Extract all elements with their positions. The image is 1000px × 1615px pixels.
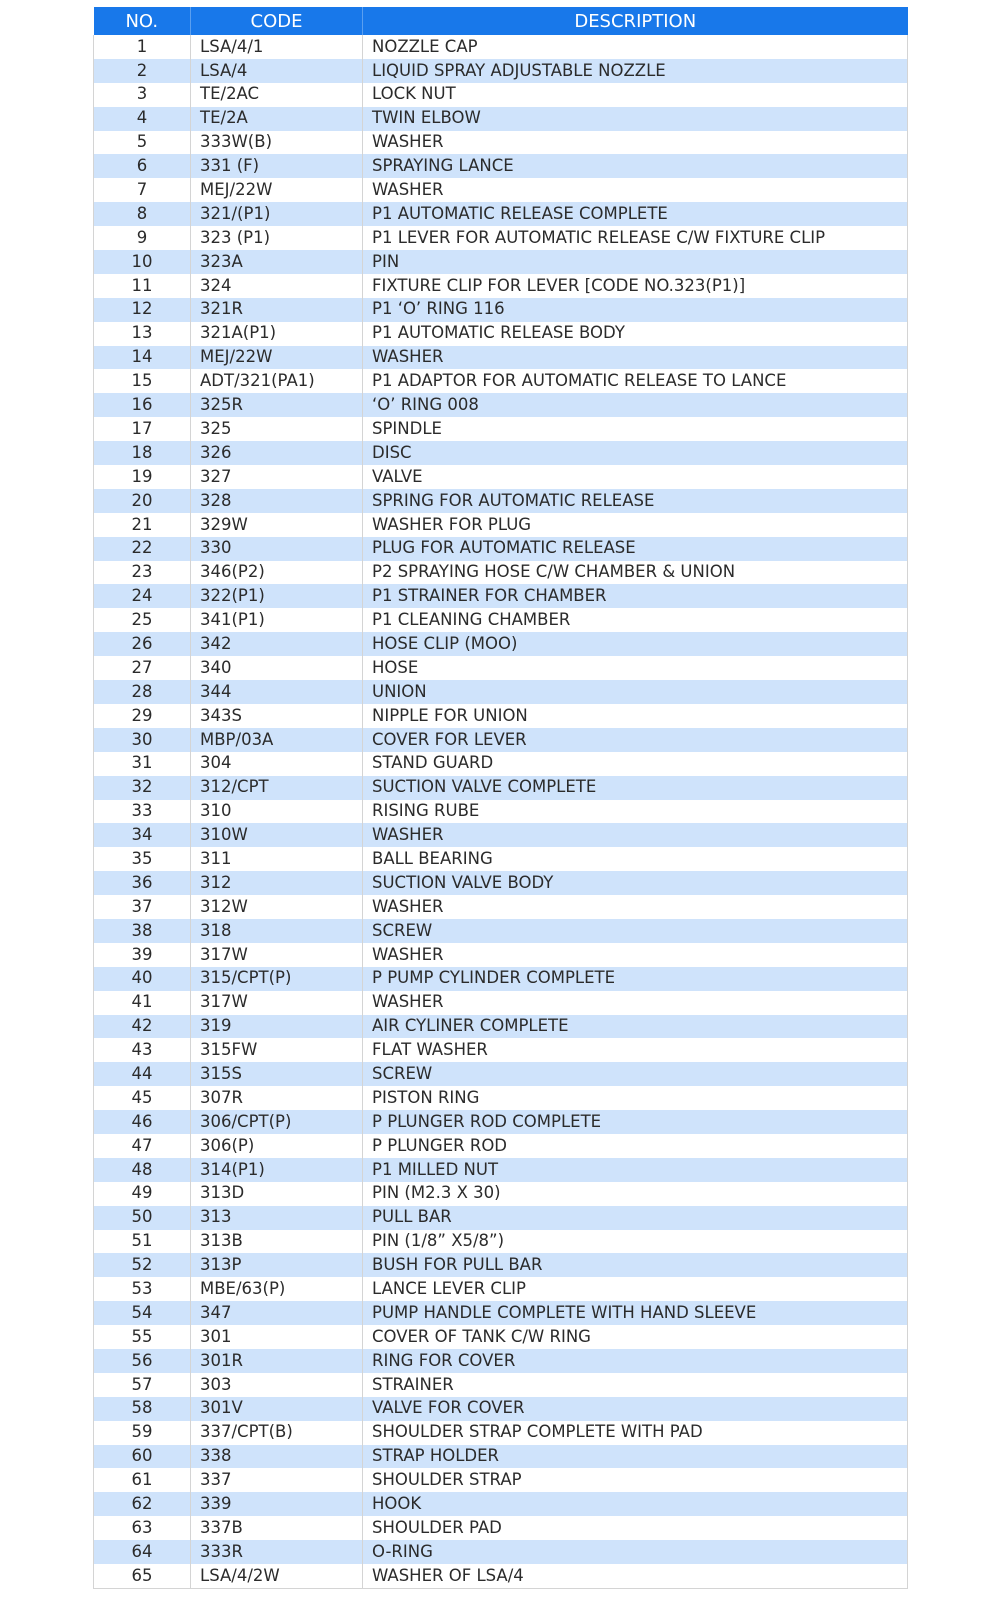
cell-code: 321/(P1) [191, 202, 363, 226]
cell-code: 333R [191, 1540, 363, 1564]
table-row [94, 895, 908, 919]
cell-code: 343S [191, 704, 363, 728]
cell-no: 16 [94, 393, 191, 417]
cell-code: 312 [191, 871, 363, 895]
cell-no: 10 [94, 250, 191, 274]
cell-no: 12 [94, 298, 191, 322]
table-row [94, 1540, 908, 1564]
cell-no: 41 [94, 991, 191, 1015]
cell-desc: PIN (M2.3 X 30) [363, 1182, 908, 1206]
table-row [94, 776, 908, 800]
cell-no: 14 [94, 346, 191, 370]
table-row [94, 1015, 908, 1039]
cell-no: 52 [94, 1253, 191, 1277]
cell-desc: TWIN ELBOW [363, 107, 908, 131]
cell-code: 315S [191, 1062, 363, 1086]
cell-code: 313D [191, 1182, 363, 1206]
cell-desc: P1 STRAINER FOR CHAMBER [363, 584, 908, 608]
cell-desc: O-RING [363, 1540, 908, 1564]
table-row [94, 107, 908, 131]
cell-no: 65 [94, 1564, 191, 1588]
cell-desc: HOOK [363, 1492, 908, 1516]
table-row [94, 1277, 908, 1301]
table-row [94, 1397, 908, 1421]
table-row [94, 489, 908, 513]
cell-desc: SHOULDER PAD [363, 1516, 908, 1540]
table-row [94, 131, 908, 155]
cell-no: 26 [94, 632, 191, 656]
cell-no: 4 [94, 107, 191, 131]
cell-code: 325R [191, 393, 363, 417]
cell-desc: STRAP HOLDER [363, 1445, 908, 1469]
cell-no: 36 [94, 871, 191, 895]
table-row [94, 1134, 908, 1158]
cell-code: 301V [191, 1397, 363, 1421]
table-row [94, 202, 908, 226]
table-row [94, 1158, 908, 1182]
table-row [94, 680, 908, 704]
table-row [94, 178, 908, 202]
cell-desc: PULL BAR [363, 1206, 908, 1230]
table-row [94, 1373, 908, 1397]
cell-no: 11 [94, 274, 191, 298]
table-row [94, 1301, 908, 1325]
cell-code: 306(P) [191, 1134, 363, 1158]
cell-desc: LANCE LEVER CLIP [363, 1277, 908, 1301]
cell-no: 29 [94, 704, 191, 728]
cell-code: 337/CPT(B) [191, 1421, 363, 1445]
cell-no: 27 [94, 656, 191, 680]
cell-desc: NOZZLE CAP [363, 35, 908, 59]
cell-code: 312W [191, 895, 363, 919]
cell-desc: RING FOR COVER [363, 1349, 908, 1373]
cell-desc: PIN (1/8” X5/8”) [363, 1230, 908, 1254]
cell-code: 301R [191, 1349, 363, 1373]
cell-no: 7 [94, 178, 191, 202]
cell-desc: WASHER [363, 991, 908, 1015]
cell-no: 49 [94, 1182, 191, 1206]
cell-code: LSA/4/2W [191, 1564, 363, 1588]
cell-no: 62 [94, 1492, 191, 1516]
cell-code: 339 [191, 1492, 363, 1516]
table-row [94, 752, 908, 776]
cell-code: 307R [191, 1086, 363, 1110]
cell-code: 317W [191, 943, 363, 967]
table-row [94, 513, 908, 537]
cell-desc: SHOULDER STRAP COMPLETE WITH PAD [363, 1421, 908, 1445]
cell-desc: P PLUNGER ROD [363, 1134, 908, 1158]
cell-no: 17 [94, 417, 191, 441]
cell-no: 37 [94, 895, 191, 919]
cell-desc: PLUG FOR AUTOMATIC RELEASE [363, 537, 908, 561]
cell-no: 63 [94, 1516, 191, 1540]
cell-desc: NIPPLE FOR UNION [363, 704, 908, 728]
table-row [94, 1062, 908, 1086]
cell-code: 301 [191, 1325, 363, 1349]
cell-no: 54 [94, 1301, 191, 1325]
cell-no: 23 [94, 561, 191, 585]
cell-desc: UNION [363, 680, 908, 704]
table-row [94, 1253, 908, 1277]
cell-no: 60 [94, 1445, 191, 1469]
cell-code: 328 [191, 489, 363, 513]
cell-desc: SCREW [363, 919, 908, 943]
table-row [94, 967, 908, 991]
cell-desc: BALL BEARING [363, 847, 908, 871]
table-row [94, 154, 908, 178]
cell-code: ADT/321(PA1) [191, 369, 363, 393]
cell-desc: P2 SPRAYING HOSE C/W CHAMBER & UNION [363, 561, 908, 585]
table-row [94, 1110, 908, 1134]
cell-code: TE/2A [191, 107, 363, 131]
table-row [94, 393, 908, 417]
cell-no: 21 [94, 513, 191, 537]
cell-code: MEJ/22W [191, 346, 363, 370]
cell-desc: LOCK NUT [363, 83, 908, 107]
cell-no: 19 [94, 465, 191, 489]
table-row [94, 584, 908, 608]
cell-no: 28 [94, 680, 191, 704]
cell-no: 64 [94, 1540, 191, 1564]
cell-code: 314(P1) [191, 1158, 363, 1182]
cell-desc: COVER OF TANK C/W RING [363, 1325, 908, 1349]
cell-no: 22 [94, 537, 191, 561]
cell-code: 315FW [191, 1038, 363, 1062]
cell-no: 58 [94, 1397, 191, 1421]
cell-desc: WASHER [363, 131, 908, 155]
cell-no: 43 [94, 1038, 191, 1062]
cell-code: LSA/4/1 [191, 35, 363, 59]
cell-code: 313B [191, 1230, 363, 1254]
cell-no: 42 [94, 1015, 191, 1039]
cell-desc: WASHER [363, 895, 908, 919]
cell-desc: SCREW [363, 1062, 908, 1086]
table-row [94, 919, 908, 943]
cell-code: 322(P1) [191, 584, 363, 608]
cell-desc: BUSH FOR PULL BAR [363, 1253, 908, 1277]
cell-desc: P PUMP CYLINDER COMPLETE [363, 967, 908, 991]
cell-desc: DISC [363, 441, 908, 465]
cell-no: 53 [94, 1277, 191, 1301]
table-row [94, 417, 908, 441]
cell-code: 337 [191, 1468, 363, 1492]
cell-desc: FLAT WASHER [363, 1038, 908, 1062]
cell-desc: ‘O’ RING 008 [363, 393, 908, 417]
cell-no: 56 [94, 1349, 191, 1373]
cell-desc: WASHER [363, 823, 908, 847]
table-row [94, 441, 908, 465]
cell-no: 40 [94, 967, 191, 991]
cell-desc: P1 AUTOMATIC RELEASE BODY [363, 322, 908, 346]
cell-code: 338 [191, 1445, 363, 1469]
cell-no: 38 [94, 919, 191, 943]
cell-no: 61 [94, 1468, 191, 1492]
cell-no: 20 [94, 489, 191, 513]
table-row [94, 465, 908, 489]
cell-desc: LIQUID SPRAY ADJUSTABLE NOZZLE [363, 59, 908, 83]
cell-code: 306/CPT(P) [191, 1110, 363, 1134]
column-header-no: NO. [94, 7, 191, 35]
cell-code: 325 [191, 417, 363, 441]
cell-no: 9 [94, 226, 191, 250]
table-row [94, 369, 908, 393]
cell-desc: SUCTION VALVE BODY [363, 871, 908, 895]
cell-desc: WASHER [363, 178, 908, 202]
table-row [94, 298, 908, 322]
cell-code: 323 (P1) [191, 226, 363, 250]
cell-desc: WASHER [363, 346, 908, 370]
cell-no: 39 [94, 943, 191, 967]
cell-no: 2 [94, 59, 191, 83]
cell-desc: PUMP HANDLE COMPLETE WITH HAND SLEEVE [363, 1301, 908, 1325]
cell-no: 45 [94, 1086, 191, 1110]
cell-code: 344 [191, 680, 363, 704]
table-row [94, 83, 908, 107]
cell-code: 347 [191, 1301, 363, 1325]
cell-no: 57 [94, 1373, 191, 1397]
table-row [94, 1038, 908, 1062]
cell-code: 342 [191, 632, 363, 656]
cell-no: 6 [94, 154, 191, 178]
cell-code: 319 [191, 1015, 363, 1039]
cell-desc: STRAINER [363, 1373, 908, 1397]
cell-no: 55 [94, 1325, 191, 1349]
cell-desc: STAND GUARD [363, 752, 908, 776]
table-row [94, 871, 908, 895]
cell-desc: SUCTION VALVE COMPLETE [363, 776, 908, 800]
table-row [94, 656, 908, 680]
cell-code: MBP/03A [191, 728, 363, 752]
cell-code: 333W(B) [191, 131, 363, 155]
cell-no: 15 [94, 369, 191, 393]
cell-desc: VALVE [363, 465, 908, 489]
cell-code: 313P [191, 1253, 363, 1277]
table-row [94, 847, 908, 871]
cell-desc: WASHER OF LSA/4 [363, 1564, 908, 1588]
cell-no: 1 [94, 35, 191, 59]
cell-desc: WASHER FOR PLUG [363, 513, 908, 537]
table-row [94, 274, 908, 298]
cell-code: 317W [191, 991, 363, 1015]
table-row [94, 1182, 908, 1206]
cell-no: 5 [94, 131, 191, 155]
cell-code: 330 [191, 537, 363, 561]
table-row [94, 1468, 908, 1492]
column-header-code: CODE [191, 7, 363, 35]
table-row [94, 728, 908, 752]
cell-code: 315/CPT(P) [191, 967, 363, 991]
cell-code: 323A [191, 250, 363, 274]
cell-code: 311 [191, 847, 363, 871]
table-row [94, 59, 908, 83]
table-header [94, 7, 908, 35]
table-row [94, 800, 908, 824]
table-row [94, 346, 908, 370]
cell-no: 3 [94, 83, 191, 107]
cell-code: 304 [191, 752, 363, 776]
cell-desc: P1 CLEANING CHAMBER [363, 608, 908, 632]
table-row [94, 561, 908, 585]
table-row [94, 823, 908, 847]
table-row [94, 608, 908, 632]
cell-code: 337B [191, 1516, 363, 1540]
cell-no: 34 [94, 823, 191, 847]
cell-no: 31 [94, 752, 191, 776]
cell-desc: SHOULDER STRAP [363, 1468, 908, 1492]
cell-no: 13 [94, 322, 191, 346]
cell-desc: FIXTURE CLIP FOR LEVER [CODE NO.323(P1)] [363, 274, 908, 298]
header-row [94, 7, 908, 35]
cell-desc: COVER FOR LEVER [363, 728, 908, 752]
table-row [94, 1564, 908, 1588]
cell-desc: SPRAYING LANCE [363, 154, 908, 178]
cell-desc: P1 LEVER FOR AUTOMATIC RELEASE C/W FIXTURE CLIP [363, 226, 908, 250]
table-row [94, 1206, 908, 1230]
table-row [94, 1516, 908, 1540]
cell-code: 312/CPT [191, 776, 363, 800]
cell-no: 8 [94, 202, 191, 226]
cell-code: 313 [191, 1206, 363, 1230]
cell-desc: SPINDLE [363, 417, 908, 441]
cell-no: 50 [94, 1206, 191, 1230]
cell-desc: RISING RUBE [363, 800, 908, 824]
table-row [94, 1325, 908, 1349]
table-row [94, 632, 908, 656]
cell-no: 25 [94, 608, 191, 632]
cell-code: 321A(P1) [191, 322, 363, 346]
cell-desc: VALVE FOR COVER [363, 1397, 908, 1421]
cell-code: 331 (F) [191, 154, 363, 178]
cell-code: 340 [191, 656, 363, 680]
table-row [94, 250, 908, 274]
table-row [94, 1349, 908, 1373]
table-row [94, 1445, 908, 1469]
cell-desc: AIR CYLINER COMPLETE [363, 1015, 908, 1039]
cell-no: 46 [94, 1110, 191, 1134]
table-row [94, 943, 908, 967]
cell-desc: P PLUNGER ROD COMPLETE [363, 1110, 908, 1134]
cell-desc: PISTON RING [363, 1086, 908, 1110]
table-row [94, 1230, 908, 1254]
cell-no: 33 [94, 800, 191, 824]
cell-code: 327 [191, 465, 363, 489]
cell-desc: P1 ‘O’ RING 116 [363, 298, 908, 322]
cell-code: LSA/4 [191, 59, 363, 83]
cell-code: 303 [191, 1373, 363, 1397]
table-row [94, 226, 908, 250]
cell-no: 35 [94, 847, 191, 871]
cell-code: 310W [191, 823, 363, 847]
cell-no: 51 [94, 1230, 191, 1254]
cell-code: 341(P1) [191, 608, 363, 632]
table-body [94, 35, 908, 1588]
cell-no: 32 [94, 776, 191, 800]
cell-desc: P1 AUTOMATIC RELEASE COMPLETE [363, 202, 908, 226]
cell-no: 18 [94, 441, 191, 465]
table-row [94, 537, 908, 561]
cell-code: 324 [191, 274, 363, 298]
cell-desc: HOSE [363, 656, 908, 680]
cell-code: MEJ/22W [191, 178, 363, 202]
cell-no: 30 [94, 728, 191, 752]
cell-no: 59 [94, 1421, 191, 1445]
cell-code: TE/2AC [191, 83, 363, 107]
table-row [94, 991, 908, 1015]
cell-code: MBE/63(P) [191, 1277, 363, 1301]
table-row [94, 704, 908, 728]
cell-desc: P1 ADAPTOR FOR AUTOMATIC RELEASE TO LANCE [363, 369, 908, 393]
cell-desc: PIN [363, 250, 908, 274]
table-row [94, 35, 908, 59]
cell-no: 24 [94, 584, 191, 608]
cell-desc: HOSE CLIP (MOO) [363, 632, 908, 656]
cell-code: 329W [191, 513, 363, 537]
table-row [94, 1421, 908, 1445]
cell-desc: SPRING FOR AUTOMATIC RELEASE [363, 489, 908, 513]
table-row [94, 1086, 908, 1110]
cell-no: 47 [94, 1134, 191, 1158]
table-row [94, 322, 908, 346]
cell-code: 346(P2) [191, 561, 363, 585]
parts-table [93, 7, 908, 1589]
cell-no: 44 [94, 1062, 191, 1086]
cell-desc: WASHER [363, 943, 908, 967]
cell-code: 326 [191, 441, 363, 465]
cell-no: 48 [94, 1158, 191, 1182]
cell-desc: P1 MILLED NUT [363, 1158, 908, 1182]
column-header-description: DESCRIPTION [363, 7, 908, 35]
cell-code: 321R [191, 298, 363, 322]
cell-code: 318 [191, 919, 363, 943]
table-row [94, 1492, 908, 1516]
cell-code: 310 [191, 800, 363, 824]
